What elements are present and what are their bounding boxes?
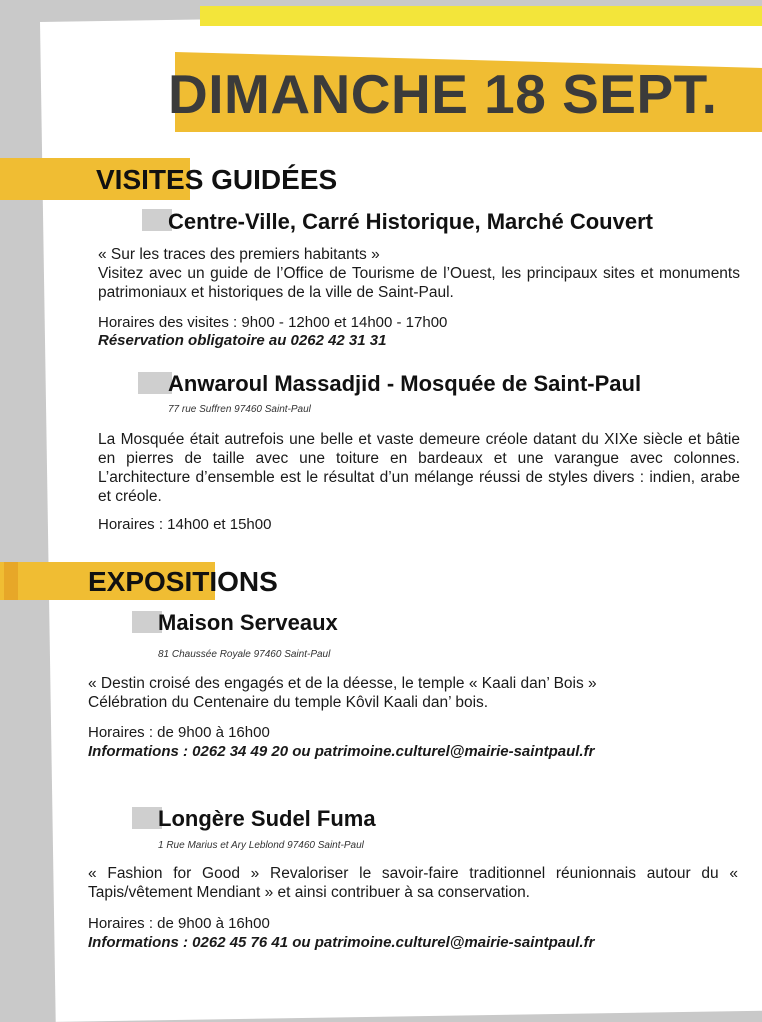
mosquee-hours: Horaires : 14h00 et 15h00 bbox=[98, 516, 272, 533]
expositions-bar-accent bbox=[4, 562, 18, 600]
serveaux-hours: Horaires : de 9h00 à 16h00 bbox=[88, 724, 270, 741]
section-heading-visites: VISITES GUIDÉES bbox=[96, 164, 338, 195]
mosquee-address: 77 rue Suffren 97460 Saint-Paul bbox=[168, 404, 311, 415]
venue-title-mosquee: Anwaroul Massadjid - Mosquée de Saint-Paul bbox=[168, 371, 642, 396]
mosquee-description: La Mosquée était autrefois une belle et vaste demeure créole datant du XIXe siècle et bâtie en pierres de taille avec une toiture en bardeaux et une varangue avec colonnes. L’architecture d’ensemble est le résultat d’un mélange réussi de styles divers : indien, arabe et créole. bbox=[98, 431, 740, 505]
centre-description: Visitez avec un guide de l’Office de Tourisme de l’Ouest, les principaux sites et monuments patrimoniaux et historiques de la ville de Saint-Paul. bbox=[98, 265, 740, 301]
serveaux-info: Informations : 0262 34 49 20 ou patrimoine.culturel@mairie-saintpaul.fr bbox=[88, 743, 595, 760]
top-yellow-stripe bbox=[200, 6, 762, 26]
serveaux-address: 81 Chaussée Royale 97460 Saint-Paul bbox=[158, 649, 331, 660]
sudel-hours: Horaires : de 9h00 à 16h00 bbox=[88, 915, 270, 932]
sudel-info: Informations : 0262 45 76 41 ou patrimoine.culturel@mairie-saintpaul.fr bbox=[88, 934, 595, 951]
centre-hours: Horaires des visites : 9h00 - 12h00 et 14h00 - 17h00 bbox=[98, 314, 448, 331]
serveaux-description-line1: « Destin croisé des engagés et de la déesse, le temple « Kaali dan’ Bois » bbox=[88, 675, 597, 692]
venue-title-sudel: Longère Sudel Fuma bbox=[158, 806, 376, 831]
sudel-info-line bbox=[88, 933, 594, 952]
page-title: DIMANCHE 18 SEPT. bbox=[168, 63, 718, 125]
centre-quote: « Sur les traces des premiers habitants » bbox=[98, 246, 380, 263]
venue-title-serveaux: Maison Serveaux bbox=[158, 610, 338, 635]
centre-reservation-line bbox=[98, 331, 386, 350]
venue-marker-mosquee bbox=[138, 372, 172, 394]
sudel-description: « Fashion for Good » Revaloriser le savoir-faire traditionnel réunionnais autour du « Tapis/vêtement Mendiant » et ainsi contribuer à sa conservation. bbox=[88, 865, 738, 901]
section-heading-expositions: EXPOSITIONS bbox=[88, 566, 278, 597]
serveaux-info-line bbox=[88, 742, 594, 761]
centre-reservation: Réservation obligatoire au 0262 42 31 31 bbox=[98, 332, 387, 349]
sudel-address: 1 Rue Marius et Ary Leblond 97460 Saint-Paul bbox=[158, 840, 364, 851]
serveaux-description-line2: Célébration du Centenaire du temple Kôvil Kaali dan’ bois. bbox=[88, 694, 489, 711]
venue-title-centre: Centre-Ville, Carré Historique, Marché Couvert bbox=[168, 209, 653, 234]
